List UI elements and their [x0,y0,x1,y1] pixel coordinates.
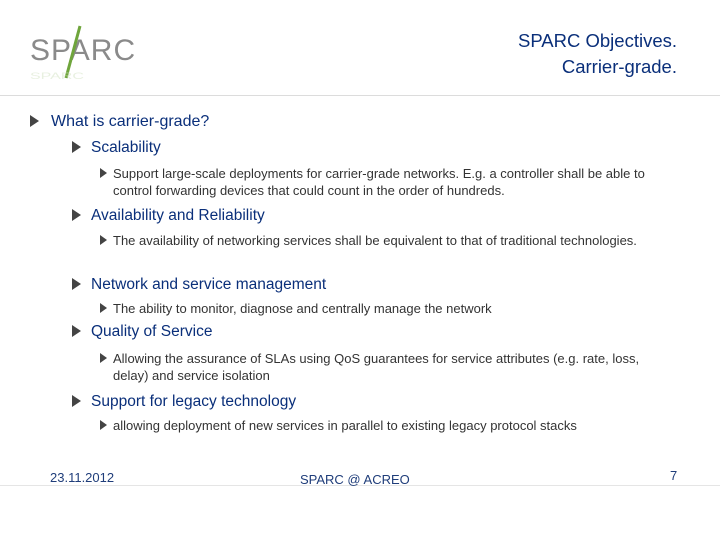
arrow-bullet-icon [100,303,107,313]
bullet-qos [72,322,212,342]
title-line-1: SPARC Objectives. [517,30,677,51]
bullet-legacy [72,392,296,412]
arrow-bullet-icon [30,115,39,127]
arrow-bullet-icon [100,168,107,178]
bullet-label: Quality of Service [91,323,213,340]
bullet-label: Support for legacy technology [91,393,297,410]
svg-text:SPARC: SPARC [30,70,84,81]
sparc-logo [28,20,138,82]
bullet-question-text: What is carrier-grade? [51,113,210,130]
svg-text:SPARC: SPARC [30,34,137,67]
slide-title [518,28,677,80]
bullet-desc: The ability to monitor, diagnose and centrally manage the network [113,301,492,316]
bullet-scalability-desc [100,165,660,199]
title-line-2: Carrier-grade. [561,56,677,77]
bullet-desc: The availability of networking services shall be equivalent to that of traditional technologies. [113,233,637,248]
footer-center: SPARC @ ACREO [300,472,410,487]
page-number: 7 [670,468,678,483]
header-divider [0,95,720,96]
bullet-label: Availability and Reliability [91,207,265,224]
bullet-legacy-desc [100,417,660,434]
bullet-scalability [72,138,161,158]
bullet-network-management-desc [100,300,660,317]
bullet-network-management [72,275,326,295]
arrow-bullet-icon [72,209,81,221]
arrow-bullet-icon [100,235,107,245]
bullet-desc: allowing deployment of new services in parallel to existing legacy protocol stacks [113,418,577,433]
bullet-desc: Support large-scale deployments for carrier-grade networks. E.g. a controller shall be able to control forwarding devices that could count in the order of hundreds. [113,166,645,198]
bullet-desc: Allowing the assurance of SLAs using QoS guarantees for service attributes (e.g. rate, loss, delay) and service isolation [113,351,640,383]
arrow-bullet-icon [72,325,81,337]
arrow-bullet-icon [72,141,81,153]
bullet-availability [72,206,265,226]
bullet-question [30,112,209,132]
bullet-label: Scalability [91,139,161,156]
arrow-bullet-icon [72,395,81,407]
bullet-availability-desc [100,232,660,249]
footer-date: 23.11.2012 [50,470,115,485]
arrow-bullet-icon [100,353,107,363]
bullet-label: Network and service management [91,276,327,293]
bullet-qos-desc [100,350,660,384]
arrow-bullet-icon [100,420,107,430]
arrow-bullet-icon [72,278,81,290]
